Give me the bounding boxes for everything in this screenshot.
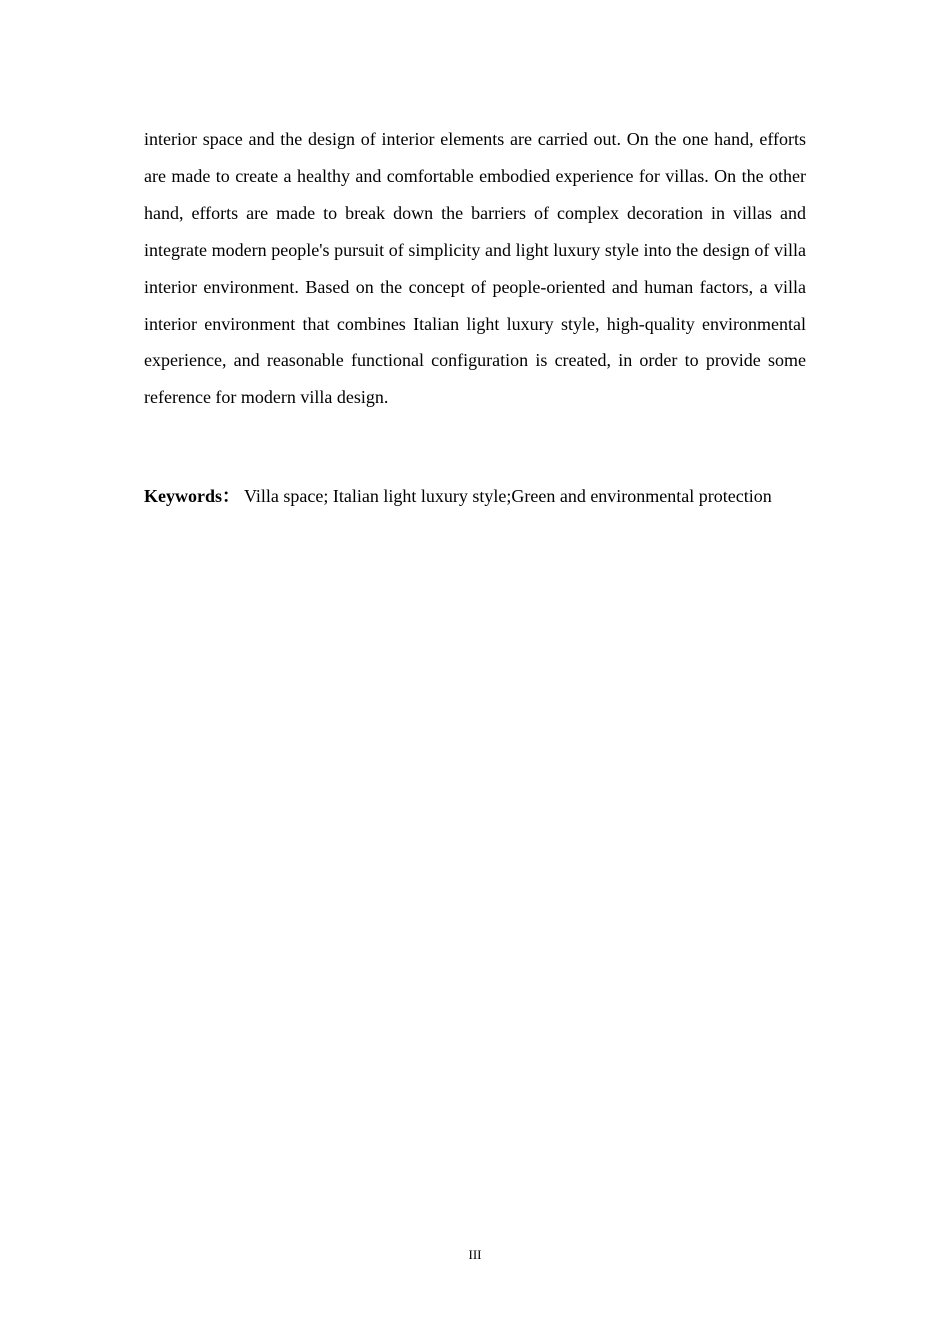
keywords-line (144, 478, 806, 514)
keywords-separator: ： (222, 486, 240, 506)
body-paragraph: interior space and the design of interior elements are carried out. On the one hand, efforts are made to create a healthy and comfortable embodied experience for villas. On the other hand, efforts are made to break down the barriers of complex decoration in villas and integrate modern people's pursuit of simplicity and light luxury style into the design of villa interior environment. Based on the concept of people-oriented and human factors, a villa interior environment that combines Italian light luxury style, high-quality environmental experience, and reasonable functional configuration is created, in order to provide some reference for modern villa design. (144, 129, 806, 408)
keywords-value: Villa space; Italian light luxury style;Green and environmental protection (244, 486, 772, 506)
keywords-label: Keywords (144, 486, 222, 506)
page-number: III (468, 1247, 482, 1262)
